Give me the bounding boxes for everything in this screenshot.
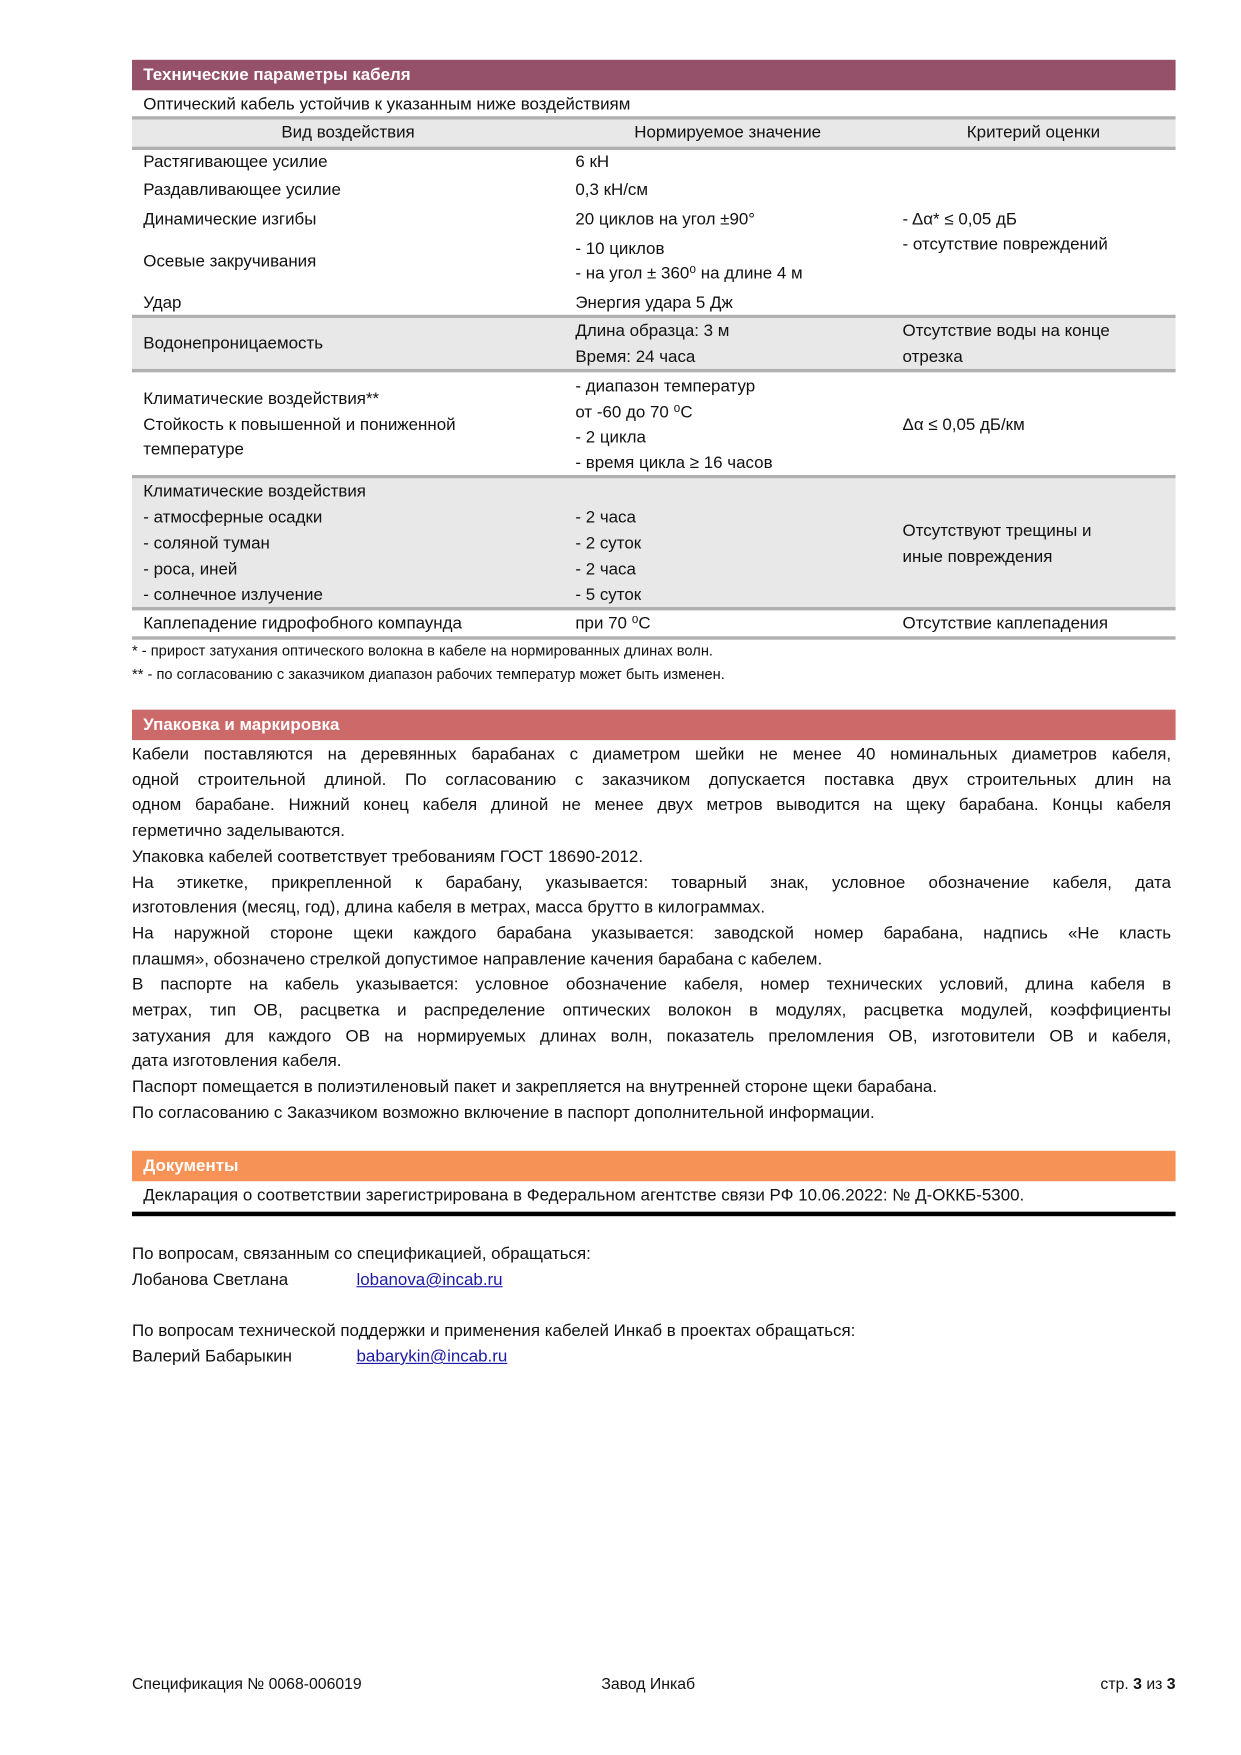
column-header: Вид воздействия bbox=[281, 122, 415, 143]
table-cell: Отсутствуют трещины и bbox=[902, 521, 1092, 541]
table-cell: - соляной туман bbox=[143, 533, 270, 553]
column-header: Нормируемое значение bbox=[634, 122, 822, 143]
footnote: * - прирост затухания оптического волокна в кабеле на нормированных длинах волн. bbox=[131, 641, 714, 659]
table-cell: - отсутствие повреждений bbox=[902, 234, 1108, 254]
table-cell: Длина образца: 3 м bbox=[575, 321, 730, 341]
section-header-documents: Документы bbox=[132, 1151, 1176, 1181]
table-cell: Отсутствие воды на конце bbox=[902, 321, 1110, 341]
table-cell: - время цикла ≥ 16 часов bbox=[575, 453, 773, 473]
table-cell: - 2 суток bbox=[575, 533, 642, 553]
declaration-row bbox=[132, 1181, 1176, 1216]
table-row-drip bbox=[132, 610, 1176, 639]
footer-company: Завод Инкаб bbox=[601, 1674, 696, 1693]
packing-line: Кабели поставляются на деревянных барабанах с диаметром шейки не менее 40 номинальных диаметров кабеля, bbox=[131, 744, 1172, 764]
table-cell: - солнечное излучение bbox=[143, 585, 323, 605]
page-separator: из bbox=[1141, 1674, 1167, 1693]
table-cell: - 2 часа bbox=[575, 507, 636, 527]
table-header-row bbox=[132, 120, 1176, 150]
page-prefix: стр. bbox=[1100, 1674, 1134, 1693]
table-cell: - диапазон температур bbox=[575, 376, 756, 396]
spec-contact-email-link[interactable]: lobanova@incab.ru bbox=[356, 1270, 503, 1290]
table-subtitle-row bbox=[132, 91, 1176, 119]
table-row-climate-weather bbox=[132, 478, 1176, 610]
footer-page-number bbox=[1100, 1674, 1175, 1692]
table-cell: от -60 до 70 ⁰С bbox=[575, 402, 693, 422]
declaration-text: Декларация о соответствии зарегистрирована в Федеральном агентстве связи РФ 10.06.2022: № Д-ОККБ-5300. bbox=[143, 1185, 1025, 1205]
table-cell: - 5 суток bbox=[575, 585, 642, 605]
packing-line: Упаковка кабелей соответствует требованиям ГОСТ 18690-2012. bbox=[131, 847, 644, 867]
total-pages: 3 bbox=[1166, 1674, 1176, 1693]
table-cell: Климатические воздействия bbox=[143, 481, 366, 501]
table-cell: Осевые закручивания bbox=[143, 251, 317, 271]
table-cell: температуре bbox=[143, 439, 244, 460]
packing-line: На этикетке, прикрепленной к барабану, указывается: товарный знак, условное обозначение кабеля, дата bbox=[131, 872, 1172, 892]
column-header: Критерий оценки bbox=[966, 122, 1101, 143]
table-cell: 0,3 кН/см bbox=[575, 180, 649, 200]
table-cell: - атмосферные осадки bbox=[143, 507, 323, 527]
table-row-group-mechanical bbox=[132, 150, 1176, 318]
packing-line: дата изготовления кабеля. bbox=[131, 1051, 342, 1072]
table-row-water bbox=[132, 318, 1176, 372]
table-cell: Каплепадение гидрофобного компаунда bbox=[143, 613, 462, 633]
table-cell: 6 кН bbox=[575, 152, 610, 172]
section-header-tech: Технические параметры кабеля bbox=[132, 60, 1176, 90]
footnote: ** - по согласованию с заказчиком диапазон рабочих температур может быть изменен. bbox=[131, 665, 725, 683]
packing-line: одном барабане. Нижний конец кабеля длиной не менее двух метров выводится на щеку барабана. Концы кабеля bbox=[131, 795, 1172, 816]
packing-line: В паспорте на кабель указывается: условное обозначение кабеля, номер технических условий, длина кабеля в bbox=[131, 975, 1172, 995]
packing-line: одной строительной длиной. По согласованию с заказчиком допускается поставка двух строительных длин на bbox=[131, 770, 1172, 790]
section-header-packing: Упаковка и маркировка bbox=[132, 710, 1176, 740]
footer-spec-number: Спецификация № 0068-006019 bbox=[131, 1674, 362, 1693]
table-cell: Раздавливающее усилие bbox=[143, 180, 341, 200]
table-cell: Отсутствие каплепадения bbox=[902, 613, 1109, 633]
table-cell: - 10 циклов bbox=[575, 239, 665, 259]
packing-line: Паспорт помещается в полиэтиленовый пакет и закрепляется на внутренней стороне щеки барабана. bbox=[131, 1077, 938, 1097]
packing-line: метрах, тип ОВ, расцветка и распределение оптических волокон в модулях, расцветка модулей, коэффициенты bbox=[131, 1000, 1172, 1020]
packing-text bbox=[132, 742, 1171, 1126]
table-cell: Климатические воздействия** bbox=[143, 389, 380, 409]
table-cell: 20 циклов на угол ±90° bbox=[575, 209, 756, 230]
table-row-climate-temperature bbox=[132, 372, 1176, 478]
packing-line: плашмя», обозначено стрелкой допустимое направление качения барабана с кабелем. bbox=[131, 949, 823, 969]
table-cell: - 2 часа bbox=[575, 559, 636, 579]
spec-contact-name: Лобанова Светлана bbox=[131, 1270, 289, 1290]
table-cell: Время: 24 часа bbox=[575, 347, 696, 367]
table-cell: при 70 ⁰С bbox=[575, 613, 651, 633]
table-cell: - 2 цикла bbox=[575, 427, 646, 447]
table-cell: Динамические изгибы bbox=[143, 209, 317, 230]
spec-contact-label: По вопросам, связанным со спецификацией, обращаться: bbox=[131, 1244, 591, 1264]
support-contact-label: По вопросам технической поддержки и применения кабелей Инкаб в проектах обращаться: bbox=[131, 1321, 856, 1341]
table-cell: - роса, иней bbox=[143, 559, 238, 579]
table-subtitle: Оптический кабель устойчив к указанным ниже воздействиям bbox=[143, 94, 631, 114]
table-cell: Удар bbox=[143, 293, 182, 313]
table-cell: - на угол ± 360⁰ на длине 4 м bbox=[575, 263, 803, 284]
packing-line: затухания для каждого ОВ на нормируемых длинах волн, показатель преломления ОВ, изготовители ОВ и кабеля, bbox=[131, 1026, 1172, 1046]
support-contact-name: Валерий Бабарыкин bbox=[131, 1347, 293, 1367]
table-cell: Водонепроницаемость bbox=[143, 333, 324, 354]
support-contact-email-link[interactable]: babarykin@incab.ru bbox=[356, 1347, 508, 1367]
packing-line: На наружной стороне щеки каждого барабана указывается: заводской номер барабана, надпись «Не класть bbox=[131, 923, 1172, 944]
current-page: 3 bbox=[1133, 1674, 1142, 1693]
packing-line: изготовления (месяц, год), длина кабеля в метрах, масса брутто в килограммах. bbox=[131, 898, 766, 918]
table-cell: отрезка bbox=[902, 347, 963, 367]
table-cell: Растягивающее усилие bbox=[143, 152, 328, 172]
table-cell: Δα ≤ 0,05 дБ/км bbox=[902, 415, 1025, 435]
table-cell: Стойкость к повышенной и пониженной bbox=[143, 415, 456, 435]
table-cell: Энергия удара 5 Дж bbox=[575, 293, 733, 313]
packing-line: герметично заделываются. bbox=[131, 821, 345, 841]
packing-line: По согласованию с Заказчиком возможно включение в паспорт дополнительной информации. bbox=[131, 1103, 875, 1123]
table-cell: иные повреждения bbox=[902, 547, 1053, 567]
table-cell: - Δα* ≤ 0,05 дБ bbox=[902, 209, 1017, 230]
